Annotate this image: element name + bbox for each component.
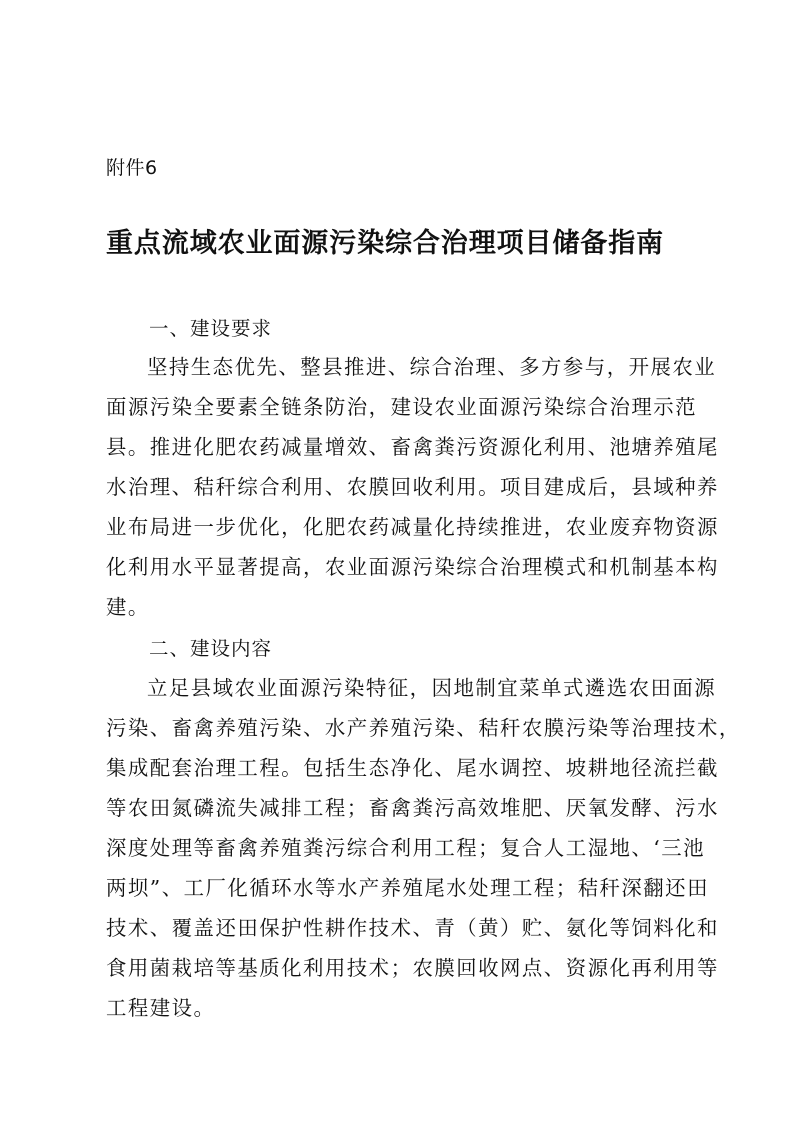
attachment-label: 附件6: [106, 157, 158, 179]
paragraph-line: 立足县域农业面源污染特征，因地制宜菜单式遴选农田面源: [147, 676, 717, 700]
paragraph-line: 集成配套治理工程。包括生态净化、尾水调控、坡耕地径流拦截: [106, 756, 719, 780]
paragraph-line: 水治理、秸秆综合利用、农膜回收利用。项目建成后，县域种养: [106, 475, 719, 499]
section-body-contents: [106, 668, 741, 1028]
paragraph-line: 两坝”、工厂化循环水等水产养殖尾水处理工程；秸秆深翻还田: [106, 876, 709, 900]
document-title: 重点流域农业面源污染综合治理项目储备指南: [106, 228, 664, 259]
paragraph-line: 化利用水平显著提高，农业面源污染综合治理模式和机制基本构: [106, 555, 719, 579]
section-heading-contents: 二、建设内容: [149, 637, 273, 660]
paragraph-line: 食用菌栽培等基质化利用技术；农膜回收网点、资源化再利用等: [106, 956, 719, 980]
paragraph-line: 工程建设。: [106, 996, 216, 1020]
paragraph-line: 污染、畜禽养殖污染、水产养殖污染、秸秆农膜污染等治理技术，: [106, 716, 741, 740]
section-body-requirements: [106, 347, 719, 627]
paragraph-line: 建。: [106, 595, 150, 619]
paragraph-line: 等农田氮磷流失减排工程；畜禽粪污高效堆肥、厌氧发酵、污水: [106, 796, 719, 820]
paragraph-line: 县。推进化肥农药减量增效、畜禽粪污资源化利用、池塘养殖尾: [106, 435, 719, 459]
paragraph-line: 面源污染全要素全链条防治，建设农业面源污染综合治理示范: [106, 395, 698, 419]
paragraph-line: 深度处理等畜禽养殖粪污综合利用工程；复合人工湿地、‘三池: [106, 836, 706, 860]
paragraph-line: 业布局进一步优化，化肥农药减量化持续推进，农业废弃物资源: [106, 515, 719, 539]
paragraph-line: 坚持生态优先、整县推进、综合治理、多方参与，开展农业: [147, 355, 717, 379]
section-heading-requirements: 一、建设要求: [149, 317, 273, 340]
paragraph-line: 技术、覆盖还田保护性耕作技术、青（黄）贮、氨化等饲料化和: [106, 916, 719, 940]
